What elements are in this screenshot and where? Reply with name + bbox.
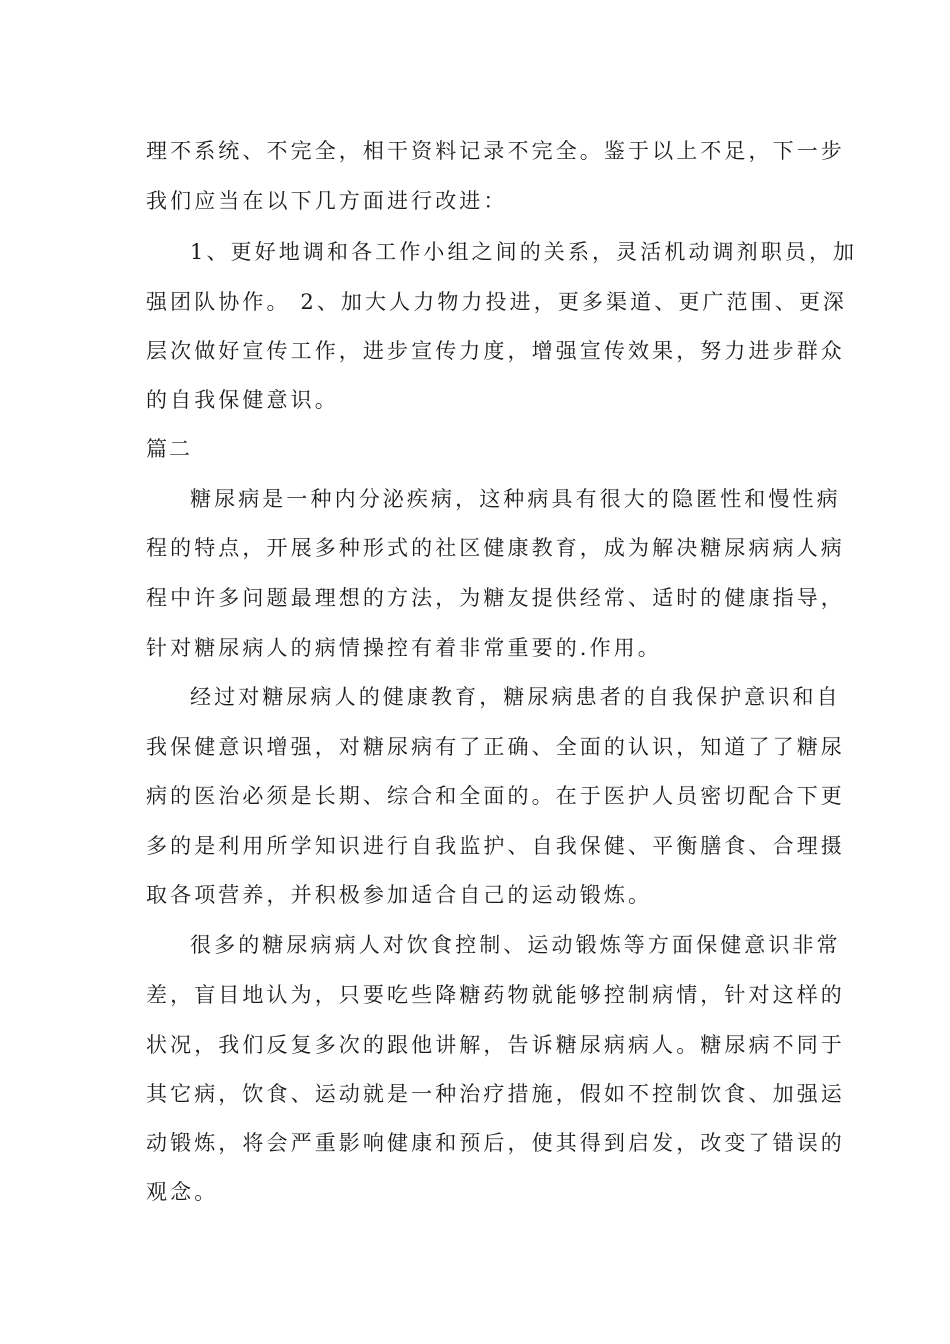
paragraph-start-line: 糖尿病是一种内分泌疾病，这种病具有很大的隐匿性和慢性病 xyxy=(190,487,841,511)
text-line: 层次做好宣传工作，进步宣传力度，增强宣传效果，努力进步群众 xyxy=(146,339,845,363)
text-line: 取各项营养，并积极参加适合自己的运动锻炼。 xyxy=(146,883,653,907)
text-line: 强团队协作。 2、加大人力物力投进，更多渠道、更广范围、更深 xyxy=(146,290,848,314)
section-heading: 篇二 xyxy=(146,437,192,461)
text-line: 差，盲目地认为，只要吃些降糖药物就能够控制病情，针对这样的 xyxy=(146,983,845,1007)
paragraph-start-line: 经过对糖尿病人的健康教育，糖尿病患者的自我保护意识和自 xyxy=(190,685,841,709)
text-line: 观念。 xyxy=(146,1180,219,1204)
text-line: 程中许多问题最理想的方法，为糖友提供经常、适时的健康指导， xyxy=(146,586,845,610)
text-line: 的自我保健意识。 xyxy=(146,388,339,412)
text-line: 其它病，饮食、运动就是一种治疗措施，假如不控制饮食、加强运 xyxy=(146,1082,845,1106)
text-line: 我们应当在以下几方面进行改进： xyxy=(146,189,508,213)
text-line: 多的是利用所学知识进行自我监护、自我保健、平衡膳食、合理摄 xyxy=(146,834,845,858)
text-line: 我保健意识增强，对糖尿病有了正确、全面的认识，知道了了糖尿 xyxy=(146,735,845,759)
text-line: 状况，我们反复多次的跟他讲解，告诉糖尿病病人。糖尿病不同于 xyxy=(146,1033,845,1057)
text-line: 病的医治必须是长期、综合和全面的。在于医护人员密切配合下更 xyxy=(146,784,845,808)
paragraph-start-line: 1、更好地调和各工作小组之间的关系，灵活机动调剂职员，加 xyxy=(190,240,858,264)
text-line: 程的特点，开展多种形式的社区健康教育，成为解决糖尿病病人病 xyxy=(146,536,845,560)
text-line: 动锻炼，将会严重影响健康和预后，使其得到启发，改变了错误的 xyxy=(146,1131,845,1155)
paragraph-start-line: 很多的糖尿病病人对饮食控制、运动锻炼等方面保健意识非常 xyxy=(190,933,841,957)
text-line: 针对糖尿病人的病情操控有着非常重要的.作用。 xyxy=(146,636,662,660)
text-line: 理不系统、不完全，相干资料记录不完全。鉴于以上不足，下一步 xyxy=(146,139,845,163)
